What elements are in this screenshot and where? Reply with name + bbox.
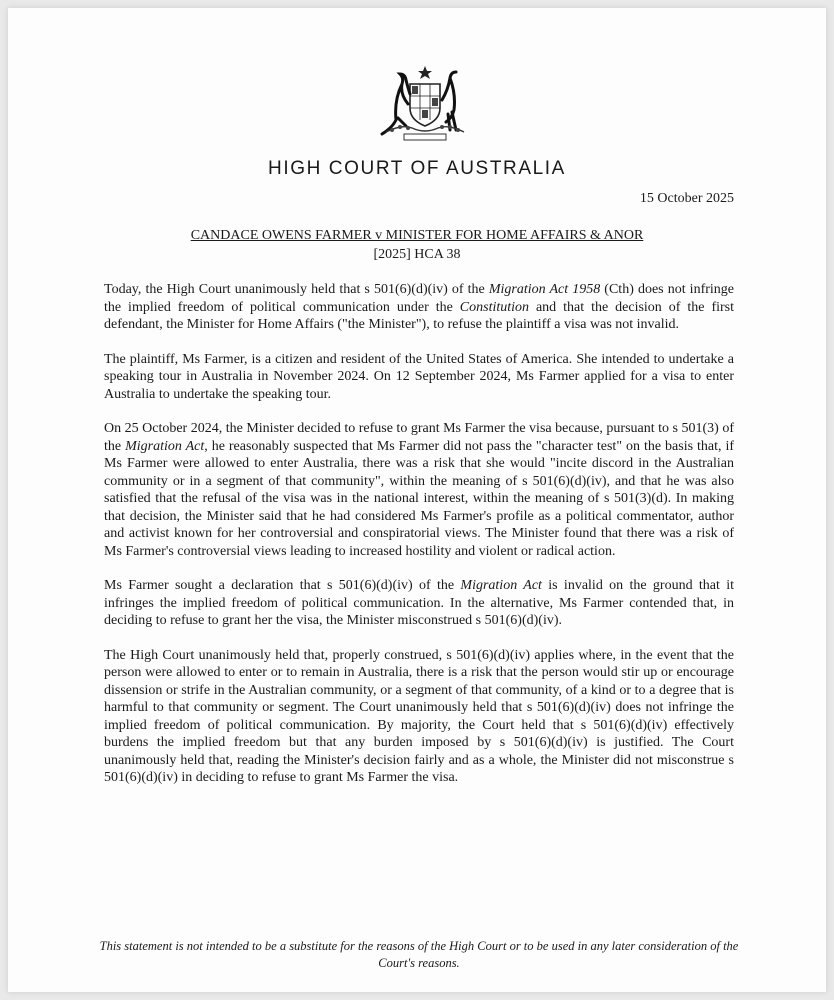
- case-title: CANDACE OWENS FARMER v MINISTER FOR HOME AFFAIRS & ANOR: [190, 228, 644, 243]
- statement-date: 15 October 2025: [639, 191, 734, 206]
- italic-title: Constitution: [459, 299, 530, 315]
- italic-title: Migration Act 1958: [488, 282, 601, 297]
- case-citation: [2025] HCA 38: [373, 247, 461, 262]
- paragraph-4: Ms Farmer sought a declaration that s 501(6)(d)(iv) of the Migration Act is invalid on the ground that it infringes the implied freedom of political communication. In the alternative, Ms Farmer contended that, in deciding to refuse to grant her the visa, the Minister misconstrued s 501(6)(d)(iv).: [104, 578, 734, 628]
- italic-title: Migration Act: [125, 438, 205, 454]
- court-name: HIGH COURT OF AUSTRALIA: [268, 158, 566, 179]
- disclaimer: This statement is not intended to be a substitute for the reasons of the High Court or to be used in any later consideration of the Court's reasons.: [99, 939, 739, 970]
- paragraph-3: On 25 October 2024, the Minister decided to refuse to grant Ms Farmer the visa because, pursuant to s 501(3) of the Migration Act, he reasonably suspected that Ms Farmer did not pass the "character test" on the basis that, if Ms Farmer were allowed to enter Australia, there was a risk that she would "incite discord in the Australian community or in a segment of that community", within the meaning of s 501(6)(d)(iv), and that he was also satisfied that the refusal of the visa was in the national interest, within the meaning of s 501(3)(d). In making that decision, the Minister said that he had considered Ms Farmer's profile as a political commentator, author and activist known for her controversial and conspiratorial views. The Minister found that there was a risk of Ms Farmer's controversial views leading to increased hostility and violent or radical action.: [104, 421, 735, 559]
- paragraph-5: The High Court unanimously held that, properly construed, s 501(6)(d)(iv) applies where, in the event that the person were allowed to enter or to remain in Australia, there is a risk that the person would stir up or encourage dissension or strife in the Australian community, or a segment of that community, of a kind or to a degree that is harmful to that community or segment. The Court unanimously held that s 501(6)(d)(iv) does not infringe the implied freedom of political communication. By majority, the Court held that s 501(6)(d)(iv) effectively burdens the implied freedom but that any burden imposed by s 501(6)(d)(iv) is justified. The Court unanimously held that, reading the Minister's decision fairly and as a whole, the Minister did not misconstrue s 501(6)(d)(iv) in deciding to refuse to grant Ms Farmer the visa.: [104, 647, 734, 785]
- italic-title: Migration Act: [460, 578, 542, 593]
- document-page: [8, 8, 826, 992]
- australian-coat-of-arms-icon: [372, 64, 478, 144]
- statement-body: [104, 281, 734, 804]
- paragraph-1: Today, the High Court unanimously held that s 501(6)(d)(iv) of the Migration Act 1958 (Cth) does not infringe the implied freedom of political communication under the Constitution and that the decision of the first defendant, the Minister for Home Affairs ("the Minister"), to refuse the plaintiff a visa was not invalid.: [104, 282, 734, 332]
- paragraph-2: The plaintiff, Ms Farmer, is a citizen and resident of the United States of America. She intended to undertake a speaking tour in Australia in November 2024. On 12 September 2024, Ms Farmer applied for a visa to enter Australia to undertake the speaking tour.: [104, 351, 734, 402]
